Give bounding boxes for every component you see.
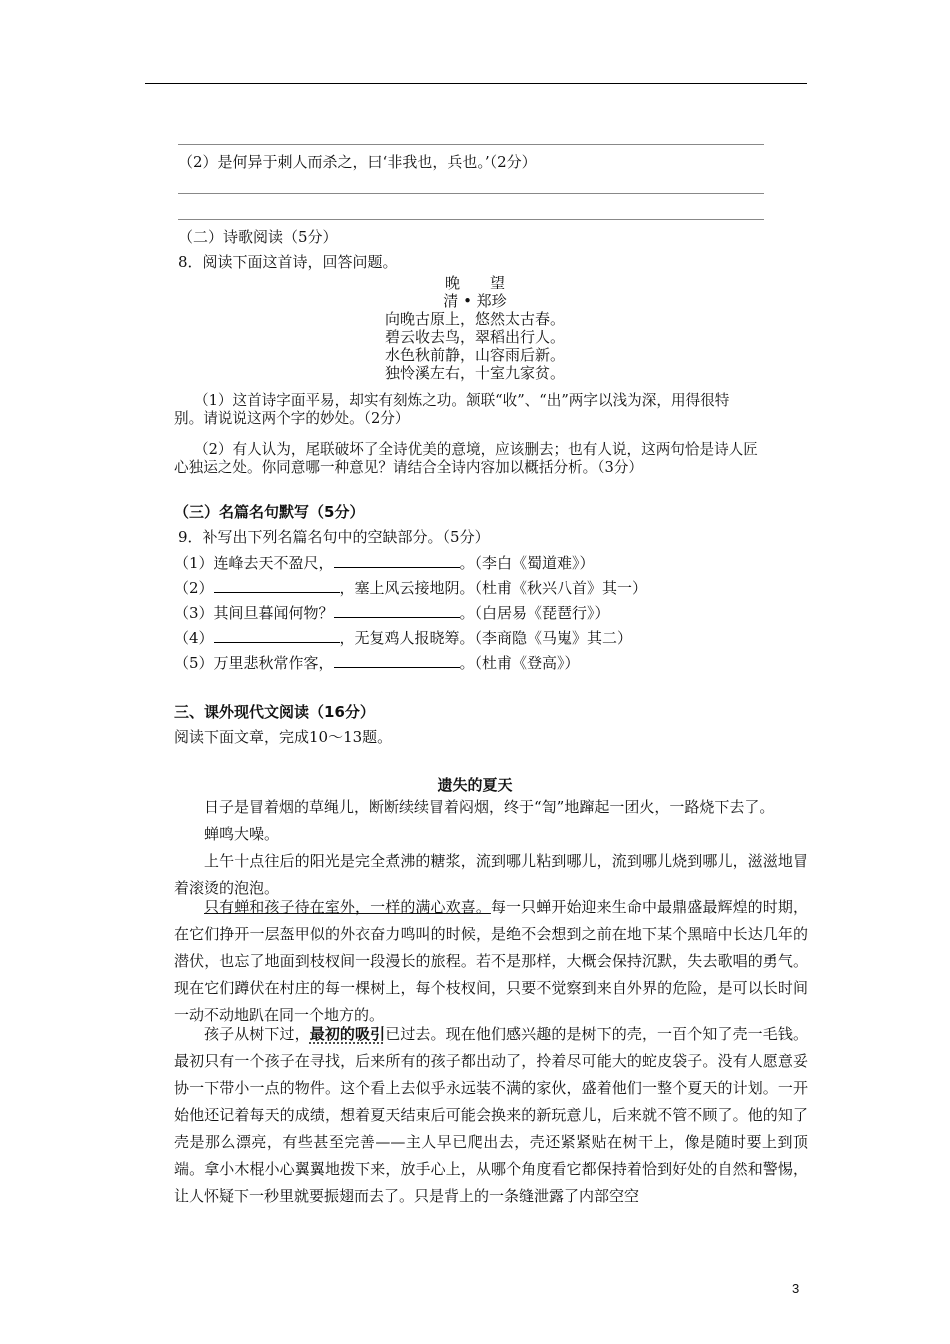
- recite-item-before: （5）万里悲秋常作客，: [174, 654, 334, 672]
- paragraph-text: 已过去。现在他们感兴趣的是树下的壳，一百个知了壳一毛钱。最初只有一个孩子在寻找，后来所有的孩子都出动了，拎着尽可能大的蛇皮袋子。没有人愿意妥协一下带小一点的物件。这个看上去似乎永远装不满的家伙，盛着他们一整个夏天的计划。一开始他还记着每天的成绩，想着夏天结束后可能会换来的新玩意儿，后来就不管不顾了。他的知了壳是那么漂亮，有些甚至完善——主人早已爬出去，壳还紧紧贴在树干上，像是随时要上到顶端。拿小木棍小心翼翼地拨下来，放手心上，从哪个角度看它都保持着恰到好处的自然和警惕，让人怀疑下一秒里就要振翅而去了。只是背上的一条缝泄露了内部空空: [174, 1025, 808, 1205]
- poem-line: 碧云收去鸟，翠稻出行人。: [384, 328, 565, 346]
- answer-line: [178, 219, 764, 220]
- question-8-prompt: 8．阅读下面这首诗，回答问题。: [178, 253, 398, 271]
- recite-item: [174, 628, 632, 647]
- fill-blank[interactable]: [334, 603, 460, 618]
- section-recite-heading: （三）名篇名句默写（5分）: [174, 503, 365, 521]
- recite-item-after: 。（白居易《琵琶行》）: [459, 604, 610, 622]
- recite-item-before: （1）连峰去天不盈尺，: [174, 554, 334, 572]
- recite-item: [174, 553, 595, 572]
- question-7-2: （2）是何异于刺人而杀之，曰‘非我也，兵也。’（2分）: [178, 153, 537, 171]
- header-rule: [145, 83, 807, 84]
- fill-blank[interactable]: [214, 628, 340, 643]
- recite-item-after: 。（杜甫《登高》）: [459, 654, 580, 672]
- modern-reading-prompt: 阅读下面文章，完成10～13题。: [174, 728, 393, 746]
- fill-blank[interactable]: [334, 653, 460, 668]
- section-modern-heading: 三、课外现代文阅读（16分）: [174, 703, 375, 721]
- recite-item-before: （3）其间旦暮闻何物？: [174, 604, 334, 622]
- article-paragraph: 日子是冒着烟的草绳儿，断断续续冒着闷烟，终于“訇”地蹿起一团火，一路烧下去了。: [204, 798, 775, 816]
- fill-blank[interactable]: [214, 578, 340, 593]
- article-title: 遗失的夏天: [437, 776, 513, 794]
- answer-line: [178, 144, 764, 145]
- recite-item-before: （4）: [174, 629, 214, 647]
- question-8-1-line2: 别。请说说这两个字的妙处。（2分）: [174, 410, 410, 427]
- recite-item: [174, 603, 610, 622]
- question-8-1-line1: （1）这首诗字面平易，却实有刻炼之功。颔联“收”、“出”两字以浅为深，用得很特: [194, 392, 730, 409]
- section-poetry-heading: （二）诗歌阅读（5分）: [178, 228, 338, 246]
- article-paragraph: [174, 1021, 808, 1210]
- article-paragraph: [174, 894, 808, 1029]
- underlined-sentence: 只有蝉和孩子待在室外，一样的满心欢喜。: [204, 898, 491, 916]
- poem-author: 清 • 郑珍: [443, 292, 507, 310]
- recite-item-before: （2）: [174, 579, 214, 597]
- page-number: 3: [792, 1281, 800, 1296]
- poem-line: 水色秋前静，山容雨后新。: [384, 346, 565, 364]
- question-9-prompt: 9．补写出下列名篇名句中的空缺部分。（5分）: [178, 528, 490, 546]
- recite-item-after: ，无复鸡人报晓筹。（李商隐《马嵬》其二）: [339, 629, 633, 647]
- paragraph-text: 孩子从树下过，: [204, 1025, 310, 1043]
- fill-blank[interactable]: [334, 553, 460, 568]
- poem-line: 向晚古原上，悠然太古春。: [384, 310, 565, 328]
- question-8-2-line2: 心独运之处。你同意哪一种意见？请结合全诗内容加以概括分析。（3分）: [174, 459, 643, 476]
- paragraph-text: 每一只蝉开始迎来生命中最鼎盛最辉煌的时期，在它们挣开一层盔甲似的外衣奋力鸣叫的时候，是绝不会想到之前在地下某个黑暗中长达几年的潜伏，也忘了地面到枝杈间一段漫长的旅程。若不是那样，大概会保持沉默，失去歌唱的勇气。现在它们蹲伏在村庄的每一棵树上，每个枝杈间，只要不觉察到来自外界的危险，是可以长时间一动不动地趴在同一个地方的。: [174, 898, 808, 1024]
- poem-line: 独怜溪左右，十室九家贫。: [384, 364, 565, 382]
- answer-line: [178, 193, 764, 194]
- article-paragraph: 上午十点往后的阳光是完全煮沸的糖浆，流到哪儿粘到哪儿，流到哪儿烧到哪儿，滋滋地冒着滚烫的泡泡。: [174, 852, 808, 897]
- question-8-2-line1: （2）有人认为，尾联破坏了全诗优美的意境，应该删去；也有人说，这两句恰是诗人匠: [194, 441, 758, 458]
- recite-item: [174, 578, 647, 597]
- recite-item-after: ，塞上风云接地阴。（杜甫《秋兴八首》其一）: [339, 579, 648, 597]
- emphasized-phrase: 最初的吸引: [309, 1025, 386, 1043]
- article-paragraph: 蝉鸣大噪。: [204, 825, 280, 843]
- poem-title: 晚 望: [444, 274, 505, 292]
- recite-item: [174, 653, 580, 672]
- recite-item-after: 。（李白《蜀道难》）: [459, 554, 595, 572]
